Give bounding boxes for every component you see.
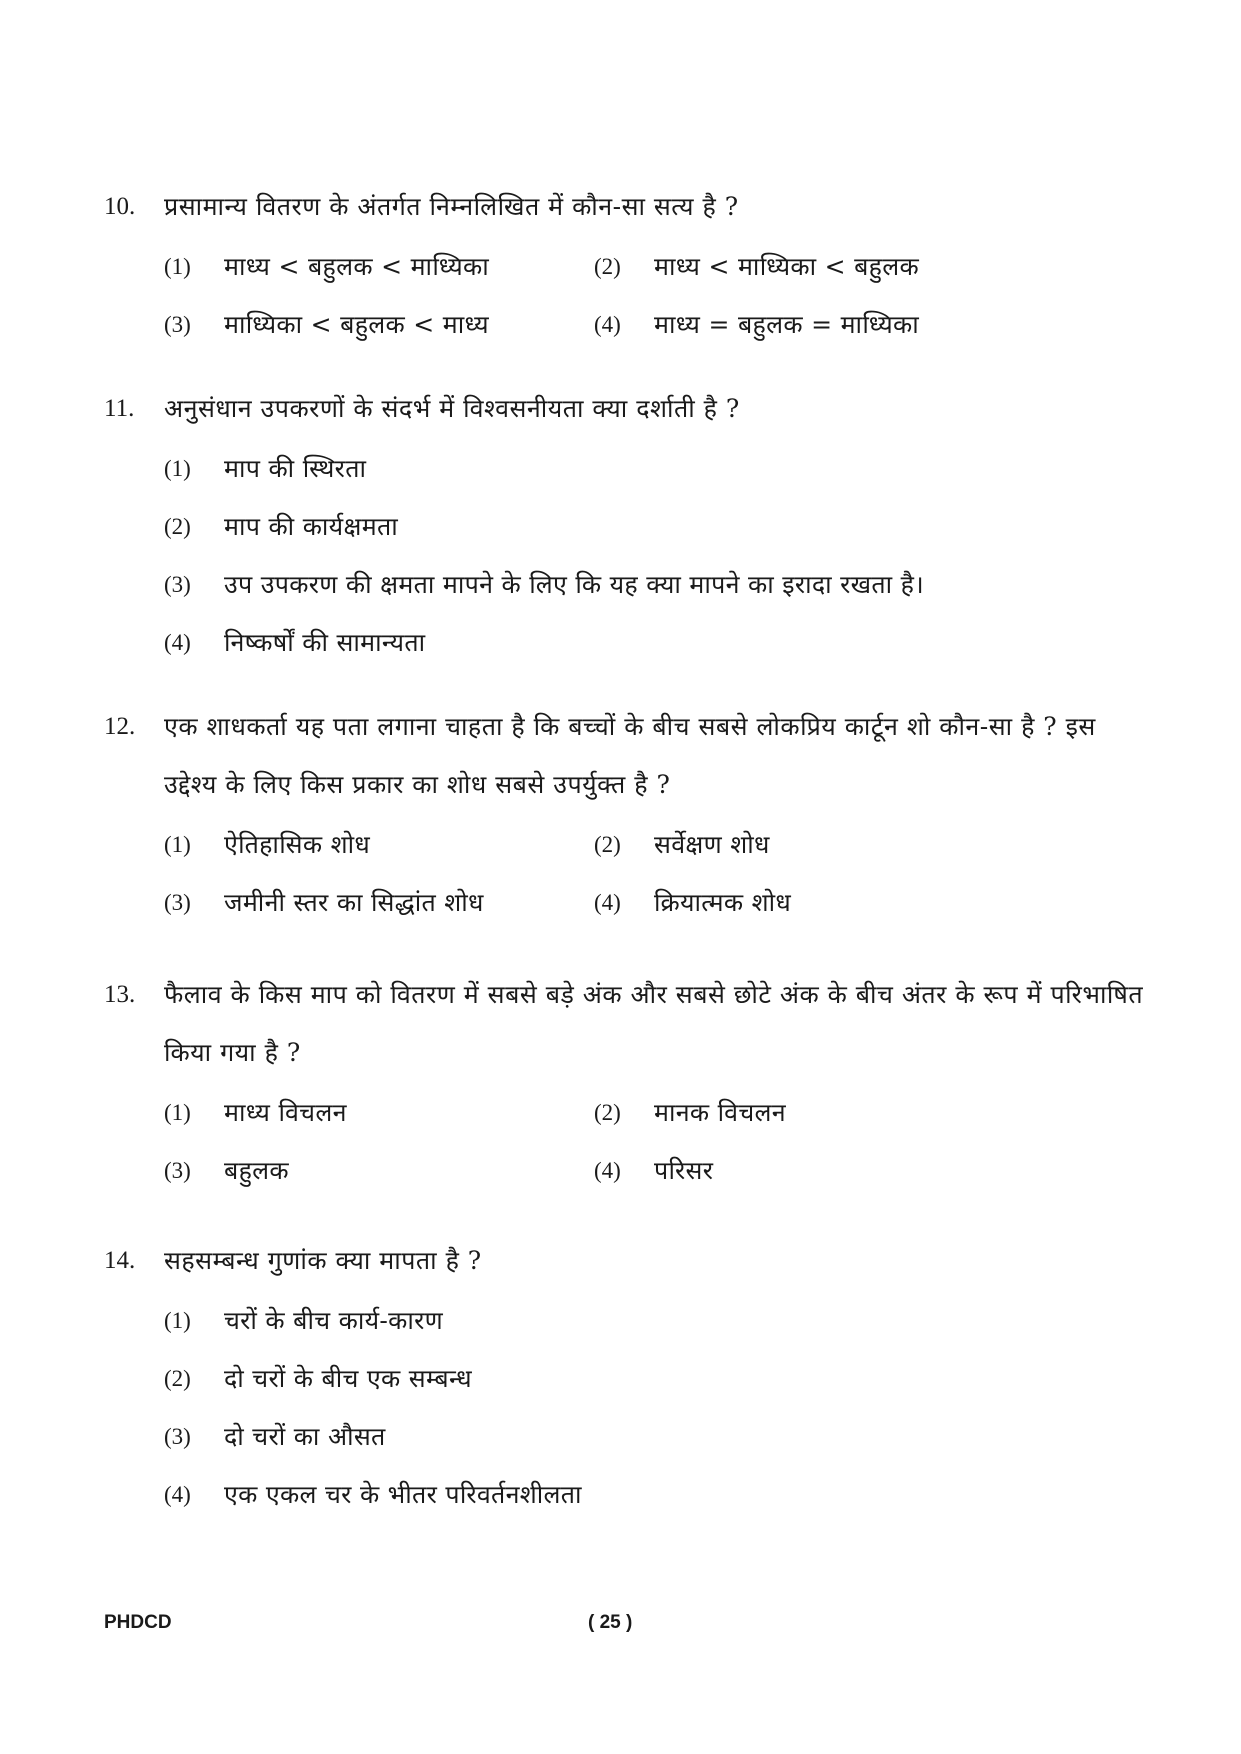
option-1	[164, 816, 594, 874]
option-text: माध्य < बहुलक < माध्यिका	[224, 252, 489, 281]
option-text: चरों के बीच कार्य-कारण	[224, 1306, 444, 1335]
option-number: (4)	[594, 1158, 621, 1183]
option-4	[594, 1142, 1024, 1200]
option-number: (3)	[164, 1424, 191, 1449]
option-text: उप उपकरण की क्षमता मापने के लिए कि यह क्या मापने का इरादा रखता है।	[224, 570, 925, 599]
option-1	[164, 1084, 594, 1142]
option-text: सर्वेक्षण शोध	[654, 830, 770, 859]
footer-page-number: ( 25 )	[588, 1612, 633, 1633]
option-number: (4)	[594, 890, 621, 915]
options-list	[164, 1292, 1144, 1524]
question-number: 14.	[104, 1247, 136, 1274]
question-text: अनुसंधान उपकरणों के संदर्भ में विश्वसनीयता क्या दर्शाती है ?	[164, 394, 740, 423]
option-1	[164, 238, 594, 296]
option-4	[164, 1466, 1144, 1524]
option-2	[164, 498, 1144, 556]
option-2	[594, 238, 1024, 296]
option-3	[164, 1142, 594, 1200]
option-number: (1)	[164, 456, 191, 481]
option-text: ऐतिहासिक शोध	[224, 830, 371, 859]
option-text: बहुलक	[224, 1156, 289, 1185]
question-10	[104, 178, 1144, 354]
option-text: माप की स्थिरता	[224, 454, 367, 483]
option-number: (2)	[594, 1100, 621, 1125]
option-text: दो चरों का औसत	[224, 1422, 386, 1451]
question-number: 12.	[104, 713, 136, 740]
option-2	[164, 1350, 1144, 1408]
option-text: एक एकल चर के भीतर परिवर्तनशीलता	[224, 1480, 582, 1509]
options-grid	[164, 238, 1144, 354]
question-number: 10.	[104, 193, 136, 220]
option-text: माध्यिका < बहुलक < माध्य	[224, 310, 489, 339]
option-3	[164, 556, 1144, 614]
option-number: (2)	[594, 254, 621, 279]
option-text: माप की कार्यक्षमता	[224, 512, 398, 541]
option-number: (3)	[164, 312, 191, 337]
question-11	[104, 380, 1144, 672]
option-text: दो चरों के बीच एक सम्बन्ध	[224, 1364, 472, 1393]
option-number: (1)	[164, 1308, 191, 1333]
option-number: (4)	[594, 312, 621, 337]
option-text: माध्य = बहुलक = माध्यिका	[654, 310, 919, 339]
option-1	[164, 1292, 1144, 1350]
option-number: (4)	[164, 630, 191, 655]
option-text: निष्कर्षों की सामान्यता	[224, 628, 426, 657]
option-2	[594, 1084, 1024, 1142]
option-number: (2)	[594, 832, 621, 857]
option-3	[164, 874, 594, 932]
question-12	[104, 698, 1144, 932]
question-13	[104, 966, 1144, 1200]
option-number: (1)	[164, 1100, 191, 1125]
option-text: क्रियात्मक शोध	[654, 888, 792, 917]
option-number: (2)	[164, 1366, 191, 1391]
option-4	[594, 296, 1024, 354]
footer-code: PHDCD	[104, 1612, 172, 1633]
option-number: (3)	[164, 1158, 191, 1183]
question-text: एक शाधकर्ता यह पता लगाना चाहता है कि बच्चों के बीच सबसे लोकप्रिय कार्टून शो कौन-सा है ? इस उद्देश्य के लिए किस प्रकार का शोध सबसे उपर्युक्त है ?	[164, 712, 1096, 799]
option-number: (1)	[164, 254, 191, 279]
option-text: जमीनी स्तर का सिद्धांत शोध	[224, 888, 484, 917]
option-number: (3)	[164, 572, 191, 597]
question-14	[104, 1232, 1144, 1524]
option-text: परिसर	[654, 1156, 714, 1185]
option-3	[164, 296, 594, 354]
option-3	[164, 1408, 1144, 1466]
question-number: 13.	[104, 981, 136, 1008]
option-text: मानक विचलन	[654, 1098, 786, 1127]
question-text: प्रसामान्य वितरण के अंतर्गत निम्नलिखित में कौन-सा सत्य है ?	[164, 192, 739, 221]
question-text: फैलाव के किस माप को वितरण में सबसे बड़े अंक और सबसे छोटे अंक के बीच अंतर के रूप में परिभाषित किया गया है ?	[164, 980, 1144, 1067]
option-text: माध्य < माध्यिका < बहुलक	[654, 252, 919, 281]
options-list	[164, 440, 1144, 672]
option-4	[164, 614, 1144, 672]
option-1	[164, 440, 1144, 498]
options-grid	[164, 1084, 1144, 1200]
option-2	[594, 816, 1024, 874]
option-number: (4)	[164, 1482, 191, 1507]
option-text: माध्य विचलन	[224, 1098, 347, 1127]
question-number: 11.	[104, 395, 135, 422]
option-4	[594, 874, 1024, 932]
question-text: सहसम्बन्ध गुणांक क्या मापता है ?	[164, 1246, 482, 1275]
option-number: (2)	[164, 514, 191, 539]
option-number: (1)	[164, 832, 191, 857]
options-grid	[164, 816, 1144, 932]
option-number: (3)	[164, 890, 191, 915]
